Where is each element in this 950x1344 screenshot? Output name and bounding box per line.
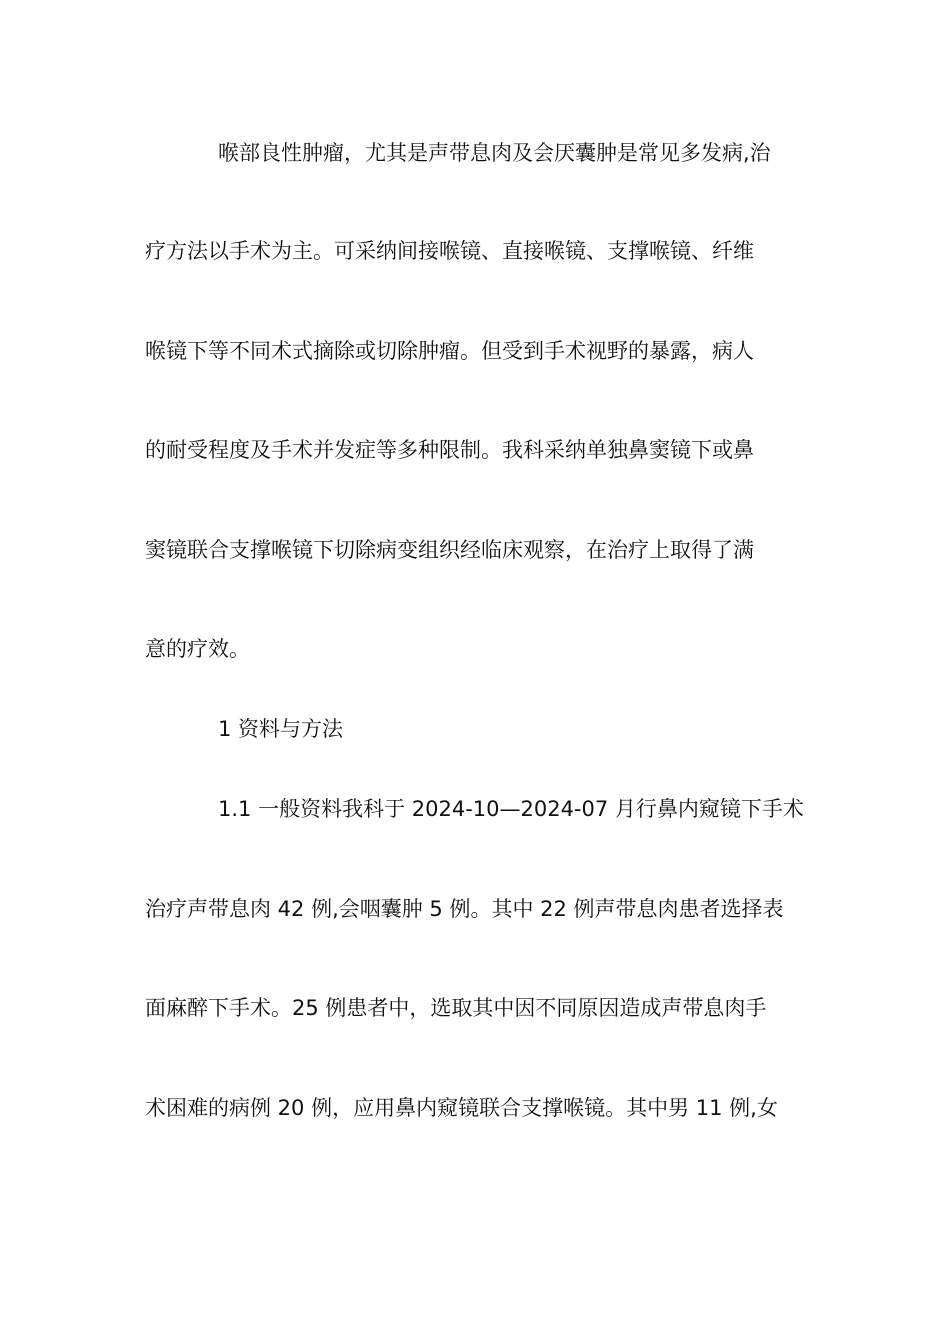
- paragraph-1-line-5: 窦镜联合支撑喉镜下切除病变组织经临床观察，在治疗上取得了满: [145, 538, 754, 562]
- paragraph-2-line-2: 治疗声带息肉 42 例,会咽囊肿 5 例。其中 22 例声带息肉患者选择表: [145, 897, 784, 921]
- paragraph-2-line-1: 1.1 一般资料我科于 2024-10—2024-07 月行鼻内窥镜下手术: [218, 797, 804, 821]
- section-heading: 1 资料与方法: [218, 717, 344, 741]
- paragraph-2-line-3: 面麻醉下手术。25 例患者中，选取其中因不同原因造成声带息肉手: [145, 996, 767, 1020]
- paragraph-1-line-1: 喉部良性肿瘤，尤其是声带息肉及会厌囊肿是常见多发病,治: [218, 141, 771, 165]
- paragraph-1-line-4: 的耐受程度及手术并发症等多种限制。我科采纳单独鼻窦镜下或鼻: [145, 438, 754, 462]
- paragraph-1-line-3: 喉镜下等不同术式摘除或切除肿瘤。但受到手术视野的暴露，病人: [145, 339, 754, 363]
- paragraph-2-line-4: 术困难的病例 20 例，应用鼻内窥镜联合支撑喉镜。其中男 11 例,女: [145, 1096, 778, 1120]
- paragraph-1-line-2: 疗方法以手术为主。可采纳间接喉镜、直接喉镜、支撑喉镜、纤维: [145, 239, 754, 263]
- paragraph-1-line-6: 意的疗效。: [145, 637, 250, 661]
